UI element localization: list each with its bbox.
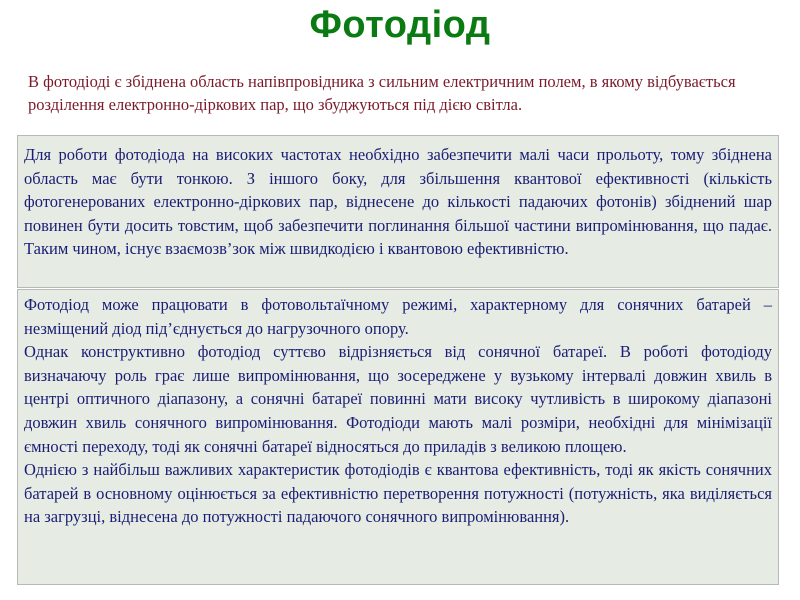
text-box-photodiode-vs-solar xyxy=(17,289,779,585)
intro-paragraph: В фотодіоді є збіднена область напівпровідника з сильним електричним полем, в якому відбувається розділення електронно-діркових пар, що збуджуються під дією світла. xyxy=(28,72,736,114)
paragraph-speed-efficiency: Для роботи фотодіода на високих частотах необхідно забезпечити малі часи прольоту, тому збіднена область має бути тонкою. З іншого боку, для збільшення квантової ефективності (кількість фотогенерованих електронно-діркових пар, віднесене до кількості падаючих фотонів) збіднений шар повинен бути досить товстим, щоб забезпечити поглинання більшої частини випромінювання, що падає. Таким чином, існує взаємозв’зок між швидкодією і квантовою ефективністю. xyxy=(24,145,772,259)
paragraph-design-differences: Однак конструктивно фотодіод суттєво відрізняється від сонячної батареї. В роботі фотодіоду визначаючу роль грає лише випромінювання, що зосереджене у вузькому інтервалі довжин хвиль в центрі оптичного діапазону, а сонячні батареї повинні мати високу чутливість в широкому діапазоні довжин хвиль сонячного випромінювання. Фотодіоди мають малі розміри, необхідні для мінімізації ємності переходу, тоді як сонячні батареї відносяться до приладів з великою площею. xyxy=(24,342,772,456)
page-title: Фотодіод xyxy=(309,4,491,46)
paragraph-photovoltaic-mode: Фотодіод може працювати в фотовольтаїчному режимі, характерному для сонячних батарей – незміщений діод під’єднується до нагрузочного опору. xyxy=(24,295,772,338)
text-box-speed-efficiency xyxy=(17,135,779,288)
paragraph-quantum-efficiency: Однією з найбільш важливих характеристик фотодіодів є квантова ефективність, тоді як якість сонячних батарей в основному оцінюється за ефективністю перетворення потужності (потужність, яка виділяється на загрузці, віднесена до потужності падаючого сонячного випромінювання). xyxy=(24,460,772,527)
